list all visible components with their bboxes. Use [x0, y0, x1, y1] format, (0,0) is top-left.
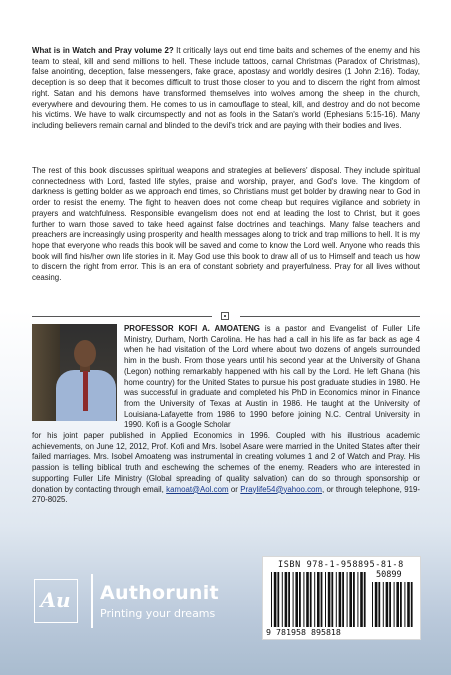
addon-bars	[372, 582, 414, 627]
barcode-bar	[386, 582, 389, 627]
author-photo	[32, 324, 117, 421]
barcode	[262, 556, 421, 640]
email-link-yahoo[interactable]: Praylife54@yahoo.com	[240, 484, 322, 494]
barcode-bar	[383, 582, 384, 627]
barcode-bar	[314, 572, 315, 627]
contact-tail: , or through telephone, 919-270-8025.	[32, 484, 421, 505]
logo-mark: Au	[40, 588, 71, 612]
barcode-bar	[378, 582, 380, 627]
barcode-bar	[389, 582, 391, 627]
publisher-tagline: Printing your dreams	[100, 607, 216, 620]
barcode-bar	[404, 582, 405, 627]
ean-bars	[271, 572, 369, 627]
barcode-bar	[342, 572, 344, 627]
barcode-bar	[411, 582, 413, 627]
barcode-bar	[299, 572, 301, 627]
barcode-bar	[372, 582, 373, 627]
barcode-bar	[336, 572, 337, 627]
barcode-bar	[306, 572, 309, 627]
barcode-bar	[317, 572, 320, 627]
divider-rule-right	[240, 316, 420, 317]
barcode-bar	[331, 572, 333, 627]
description-paragraph-1	[32, 46, 420, 132]
barcode-bar	[353, 572, 355, 627]
barcode-bar	[357, 572, 358, 627]
barcode-bar	[321, 572, 323, 627]
author-bio-text: is a pastor and Evangelist of Fuller Life Ministry, Durham, North Carolina. He has had a call in his life as far back as age 4 when he had visitation of the Lord where about two dozens of angels surrounded him in the bush. From those years until his second year at the University of Ghana (Legon) nothing remarkably happened with his call by the Lord. He left Ghana (his home country) for the United States to pursue his post graduate studies in 1980. He was successful in graduate and completed his PhD in Economics minor in Finance from the University of Texas at Austin in 1986. He taught at the University of Louisiana-Lafayette from 1986 to 1990 before joining N.C. Central University in 1990. Kofi is a Google Scholar	[124, 324, 420, 430]
barcode-bar	[339, 572, 342, 627]
barcode-bar	[271, 572, 272, 627]
author-bio-lead	[124, 324, 420, 431]
barcode-bar	[277, 572, 279, 627]
barcode-bar	[360, 572, 363, 627]
barcode-bar	[347, 572, 348, 627]
barcode-digits: 9 781958 895818	[266, 627, 341, 637]
barcode-bar	[407, 582, 410, 627]
barcode-bar	[303, 572, 304, 627]
barcode-bar	[293, 572, 294, 627]
barcode-bar	[349, 572, 352, 627]
description-text-1: It critically lays out end time baits and schemes of the enemy and his team to steal, kill and send millions to hell. These include tattoos, carnal Christmas (Paradox of Christmas), false anointing, deception, false messengers, fake grace, apostasy and worldly desires (1 John 2:16). Today, deception is so deep that it becomes difficult to trust those closer to you and to discern the right from almost right. Satan and his demons have transformed themselves into wolves among the sheep in the church, everywhere and devouring them. He comes to us in camouflage to steal, kill, and destroy and do not become his victims. We have to walk circumspectly and not as fools in the Satan's world (Ephesians 5:15-16). Many including believers remain carnal and blinded to the devil's trick and are paying with their bodies and lives.	[32, 46, 420, 130]
author-bio-continued	[32, 431, 420, 506]
barcode-bar	[274, 572, 277, 627]
description-paragraph-2: The rest of this book discusses spiritual weapons and strategies at believers' disposal. They include spiritual connectedness with Lord, fasted life styles, praise and worship, prayer, and God's love. The kingdom of darkness is getting bolder as we approach end times, so Christians must get bolder by drawing near to God in order to resist the enemy. The fight to heaven does not come cheap but requires vigilance and sobriety in prayers and watchfulness. Responsible evangelism does not end at leading the lost to Christ, but it goes further to warn those saved to take heed against false doctrines and teachings. Many false teachers and preachers are increasingly using prosperity and health messages along to trick and trap millions to hell. It is my hope that everyone who reads this book will be saved and come to know the Lord well. Anyone who reads this book will find his/her own life stories in it. May God use this book to draw all of us to Himself and teach us how to discern the right from error. This is an era of constant sobriety and prayerfulness. Pray for all lives without ceasing.	[32, 166, 420, 283]
description-question: What is in Watch and Pray volume 2?	[32, 46, 174, 55]
or-text: or	[228, 484, 241, 494]
barcode-bar	[282, 572, 283, 627]
author-bio-rest: for his joint paper published in Applied Economics in 1996. Coupled with his illustrious academic achievements, on June 12, 2012, Prof. Kofi and Mrs. Isobel Asare were married in the United States after their failed marriages. Mrs. Isobel Amoateng was instrumental in creating volumes 1 and 2 of Watch and Pray. His passion is telling biblical truth and eschewing the schemes of the enemy. Readers who are interested in supporting Fuller Life Ministry (Global spreading of quality salvation) can do so through sponsorship or donation by contacting through email,	[32, 431, 420, 494]
barcode-bar	[394, 582, 395, 627]
barcode-bar	[285, 572, 288, 627]
author-name: PROFESSOR KOFI A. AMOATENG	[124, 324, 260, 333]
barcode-bar	[295, 572, 298, 627]
barcode-bar	[375, 582, 378, 627]
divider-rule-left	[32, 316, 212, 317]
barcode-bar	[396, 582, 399, 627]
addon-number: 50899	[376, 570, 402, 580]
barcode-bar	[325, 572, 326, 627]
barcode-bar	[328, 572, 331, 627]
logo-separator	[91, 574, 93, 628]
authorunit-logo-icon	[34, 579, 78, 623]
barcode-bar	[310, 572, 312, 627]
barcode-bar	[364, 572, 366, 627]
email-link-aol[interactable]: kamoat@Aol.com	[166, 484, 229, 494]
isbn-text: ISBN 978-1-958895-81-8	[278, 560, 404, 570]
ornamental-divider	[32, 313, 420, 321]
barcode-bar	[400, 582, 402, 627]
divider-ornament-icon	[221, 312, 229, 320]
publisher-name: Authorunit	[100, 582, 219, 604]
barcode-bar	[288, 572, 290, 627]
